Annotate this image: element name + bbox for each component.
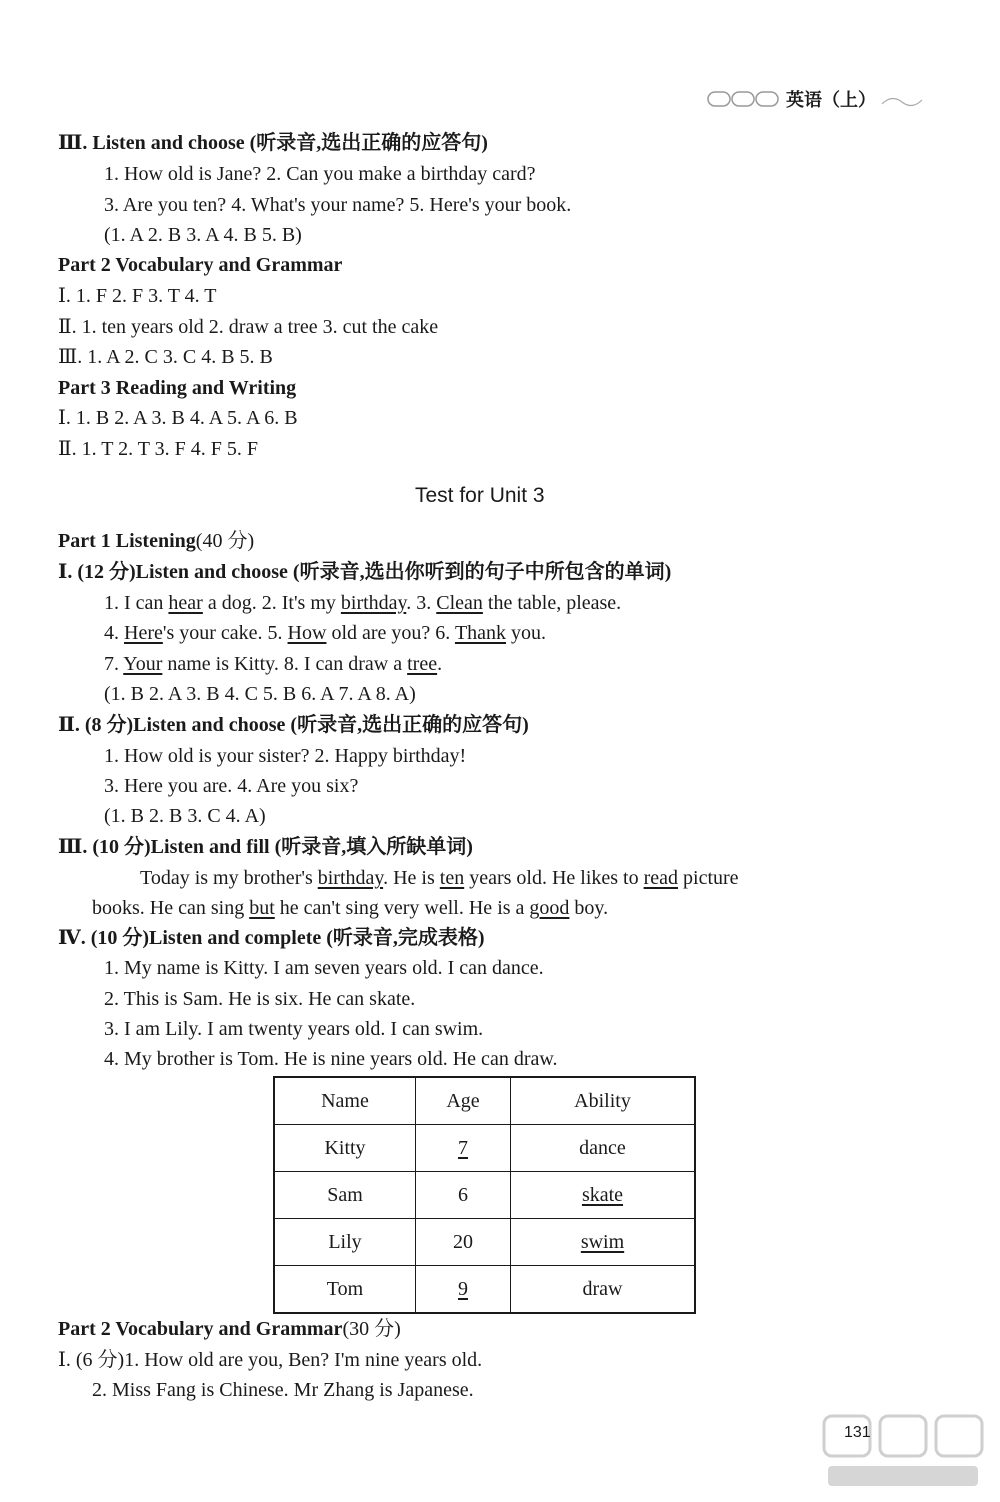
table-row [274,1266,695,1314]
section-heading: Ⅳ. (10 分)Listen and complete (听录音,完成表格) [58,927,485,949]
answer-line: Ⅱ. 1. ten years old 2. draw a tree 3. cut the cake [58,316,439,338]
sentence-line: 1. How old is your sister? 2. Happy birthday! [104,745,467,767]
answer-line: Ⅱ. 1. T 2. T 3. F 4. F 5. F [58,438,258,460]
part-heading: Part 2 Vocabulary and Grammar(30 分) [58,1318,401,1340]
paragraph-line: books. He can sing but he can't sing very well. He is a good boy. [92,897,609,919]
watermark-logo [818,1410,988,1492]
series-logo [706,88,782,110]
listen-choose-heading: Ⅲ. Listen and choose (听录音,选出正确的应答句) [58,132,488,154]
table-header: Name [274,1077,416,1125]
table-cell: Tom [274,1266,416,1314]
table-row [274,1172,695,1219]
listen-choose-line: 1. How old is Jane? 2. Can you make a birthday card? [104,163,536,185]
table-cell: draw [511,1266,696,1314]
section-heading: Ⅱ. (8 分)Listen and choose (听录音,选出正确的应答句) [58,714,529,736]
section-heading: Ⅲ. (10 分)Listen and fill (听录音,填入所缺单词) [58,836,473,858]
table-row [274,1125,695,1172]
part-heading: Part 1 Listening(40 分) [58,530,255,552]
section-heading: Ⅰ. (12 分)Listen and choose (听录音,选出你听到的句子中所包含的单词) [58,561,672,583]
sentence-line: 1. I can hear a dog. 2. It's my birthday. 3. Clean the table, please. [104,592,622,614]
table-cell: Kitty [274,1125,416,1172]
paragraph-line: Today is my brother's birthday. He is ten years old. He likes to read picture [140,867,739,889]
answer-key: (1. A 2. B 3. A 4. B 5. B) [104,224,302,246]
table-row [274,1219,695,1266]
sentence-line: 2. Miss Fang is Chinese. Mr Zhang is Japanese. [92,1379,474,1401]
sentence-line: 2. This is Sam. He is six. He can skate. [104,988,416,1010]
page-number: 131 [844,1424,871,1441]
table-cell: skate [511,1172,696,1219]
sentence-line: Ⅰ. (6 分)1. How old are you, Ben? I'm nine years old. [58,1349,483,1371]
table-header-row [274,1077,695,1125]
test-title: Test for Unit 3 [415,484,545,507]
answer-key: (1. B 2. A 3. B 4. C 5. B 6. A 7. A 8. A) [104,683,416,705]
sentence-line: 7. Your name is Kitty. 8. I can draw a tree. [104,653,443,675]
sentence-line: 4. My brother is Tom. He is nine years old. He can draw. [104,1048,558,1070]
table-header: Age [416,1077,511,1125]
table-cell: Lily [274,1219,416,1266]
table-cell: 20 [416,1219,511,1266]
header-subject: 英语（上） [786,90,876,111]
answer-key: (1. B 2. B 3. C 4. A) [104,805,266,827]
table-cell: Sam [274,1172,416,1219]
sentence-line: 4. Here's your cake. 5. How old are you? 6. Thank you. [104,622,547,644]
table-header: Ability [511,1077,696,1125]
sentence-line: 3. Here you are. 4. Are you six? [104,775,359,797]
table-cell: 7 [416,1125,511,1172]
header-decoration [880,88,924,110]
table-cell: swim [511,1219,696,1266]
sentence-line: 3. I am Lily. I am twenty years old. I can swim. [104,1018,484,1040]
answer-table [273,1076,696,1314]
answer-line: Ⅰ. 1. F 2. F 3. T 4. T [58,285,217,307]
part-heading: Part 2 Vocabulary and Grammar [58,254,343,276]
table-cell: 9 [416,1266,511,1314]
answer-line: Ⅰ. 1. B 2. A 3. B 4. A 5. A 6. B [58,407,298,429]
sentence-line: 1. My name is Kitty. I am seven years old. I can dance. [104,957,544,979]
table-cell: 6 [416,1172,511,1219]
answer-line: Ⅲ. 1. A 2. C 3. C 4. B 5. B [58,346,273,368]
listen-choose-line: 3. Are you ten? 4. What's your name? 5. Here's your book. [104,194,572,216]
part-heading: Part 3 Reading and Writing [58,377,297,399]
table-cell: dance [511,1125,696,1172]
